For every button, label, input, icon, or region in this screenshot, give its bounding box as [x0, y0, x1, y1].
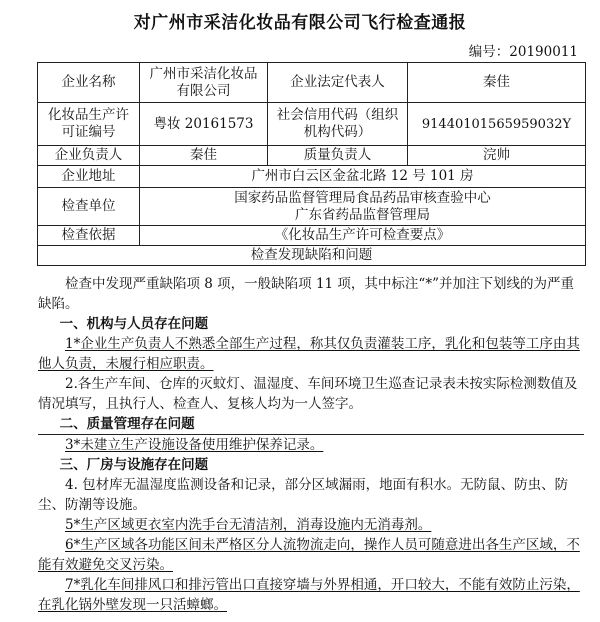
- quality-label: 质量负责人: [268, 146, 408, 166]
- basis-value: 《化妆品生产许可检查要点》: [140, 226, 586, 246]
- credit-code-label: 社会信用代码（组织机构代码）: [268, 103, 408, 146]
- section-3-title: 三、厂房与设施存在问题: [59, 457, 209, 473]
- document-title: 对广州市采洁化妆品有限公司飞行检查通报: [133, 13, 467, 33]
- credit-code-value: 91440101565959032Y: [408, 103, 586, 146]
- finding-item-3: 3*未建立生产设施设备使用维护保养记录。: [65, 437, 324, 453]
- table-row: [38, 246, 586, 266]
- table-row: [38, 146, 586, 166]
- license-label: 化妆品生产许可证编号: [38, 103, 140, 146]
- table-row: [38, 63, 586, 103]
- finding-item-5: 5*生产区域更衣室内洗手台无清洁剂，消毒设施内无消毒剂。: [65, 517, 432, 533]
- table-row: [38, 188, 586, 226]
- findings-header: 检查发现缺陷和问题: [38, 246, 586, 266]
- company-name-label: 企业名称: [38, 63, 140, 103]
- findings-body: [38, 274, 584, 615]
- basis-label: 检查依据: [38, 226, 140, 246]
- inspector-value: [140, 188, 586, 226]
- table-row: [38, 103, 586, 146]
- summary-paragraph: 检查中发现严重缺陷项 8 项，一般缺陷项 11 项，其中标注“*”并加注下划线的为严重缺陷。: [38, 276, 574, 312]
- inspector-line-2: 广东省药品监督管理局: [295, 206, 430, 223]
- finding-item-1: 1*企业生产负责人不熟悉全部生产过程，称其仅负责灌装工序，乳化和包装等工序由其他人负责，未履行相应职责。: [38, 336, 580, 372]
- inspector-label: 检查单位: [38, 188, 140, 226]
- document-number: 编号：20190011: [468, 44, 578, 60]
- finding-item-2: 2.各生产车间、仓库的灭蚊灯、温湿度、车间环境卫生巡查记录表未按实际检测数值及情况填写，且执行人、检查人、复核人均为一人签字。: [38, 376, 578, 412]
- company-info-table: [37, 62, 586, 266]
- quality-value: 浣帅: [408, 146, 586, 166]
- table-row: [38, 226, 586, 246]
- section-2-title: 二、质量管理存在问题: [38, 414, 584, 435]
- license-value: 粤妆 20161573: [140, 103, 268, 146]
- table-row: [38, 166, 586, 188]
- company-name-value: 广州市采洁化妆品有限公司: [140, 63, 268, 103]
- responsible-label: 企业负责人: [38, 146, 140, 166]
- address-label: 企业地址: [38, 166, 140, 188]
- legal-rep-value: 秦佳: [408, 63, 586, 103]
- finding-item-6: 6*生产区域各功能区间未严格区分人流物流走向，操作人员可随意进出各生产区域，不能有效避免交叉污染。: [38, 537, 580, 573]
- responsible-value: 秦佳: [140, 146, 268, 166]
- inspector-line-1: 国家药品监督管理局食品药品审核查验中心: [234, 189, 491, 206]
- legal-rep-label: 企业法定代表人: [268, 63, 408, 103]
- address-value: 广州市白云区金盆北路 12 号 101 房: [140, 166, 586, 188]
- section-1-title: 一、机构与人员存在问题: [59, 316, 209, 332]
- finding-item-7: 7*乳化车间排风口和排污管出口直接穿墙与外界相通，开口较大，不能有效防止污染，在乳化锅外壁发现一只活蟑螂。: [38, 577, 580, 613]
- finding-item-4: 4. 包材库无温湿度监测设备和记录，部分区域漏雨，地面有积水。无防鼠、防虫、防尘、防潮等设施。: [38, 477, 569, 513]
